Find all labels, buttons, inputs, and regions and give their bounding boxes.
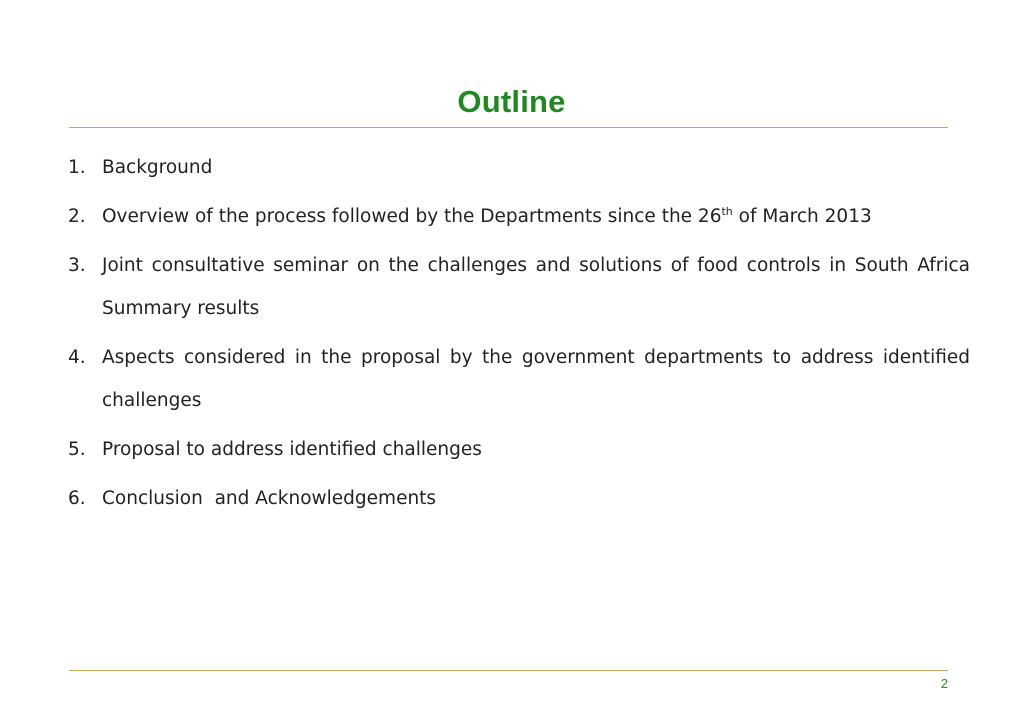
list-item (68, 146, 970, 189)
list-item (68, 477, 970, 520)
list-item (68, 195, 970, 238)
slide-title: Outline (457, 84, 566, 119)
item-text: Conclusion and Acknowledgements (102, 488, 437, 509)
item-text: Overview of the process followed by the Departments since the 26 (102, 206, 722, 227)
item-text-wrapper (102, 195, 970, 238)
list-item (68, 244, 970, 330)
item-number: 4. (68, 347, 86, 368)
item-text: Background (102, 157, 213, 178)
item-number: 5. (68, 439, 86, 460)
title-divider (69, 127, 948, 128)
item-text: Aspects considered in the proposal by the government departments to address identified challenges (102, 347, 970, 411)
list-item (68, 336, 970, 422)
list-item (68, 428, 970, 471)
item-text: Joint consultative seminar on the challenges and solutions of food controls in South Africa Summary results (102, 255, 970, 319)
item-number: 1. (68, 157, 86, 178)
item-number: 2. (68, 206, 86, 227)
item-number: 3. (68, 255, 86, 276)
page-number: 2 (940, 676, 948, 691)
item-text: Proposal to address identified challenges (102, 439, 482, 460)
item-text-after: of March 2013 (732, 206, 872, 227)
footer-divider (69, 670, 948, 671)
item-number: 6. (68, 488, 86, 509)
outline-list (68, 146, 970, 526)
item-superscript: th (721, 204, 733, 218)
